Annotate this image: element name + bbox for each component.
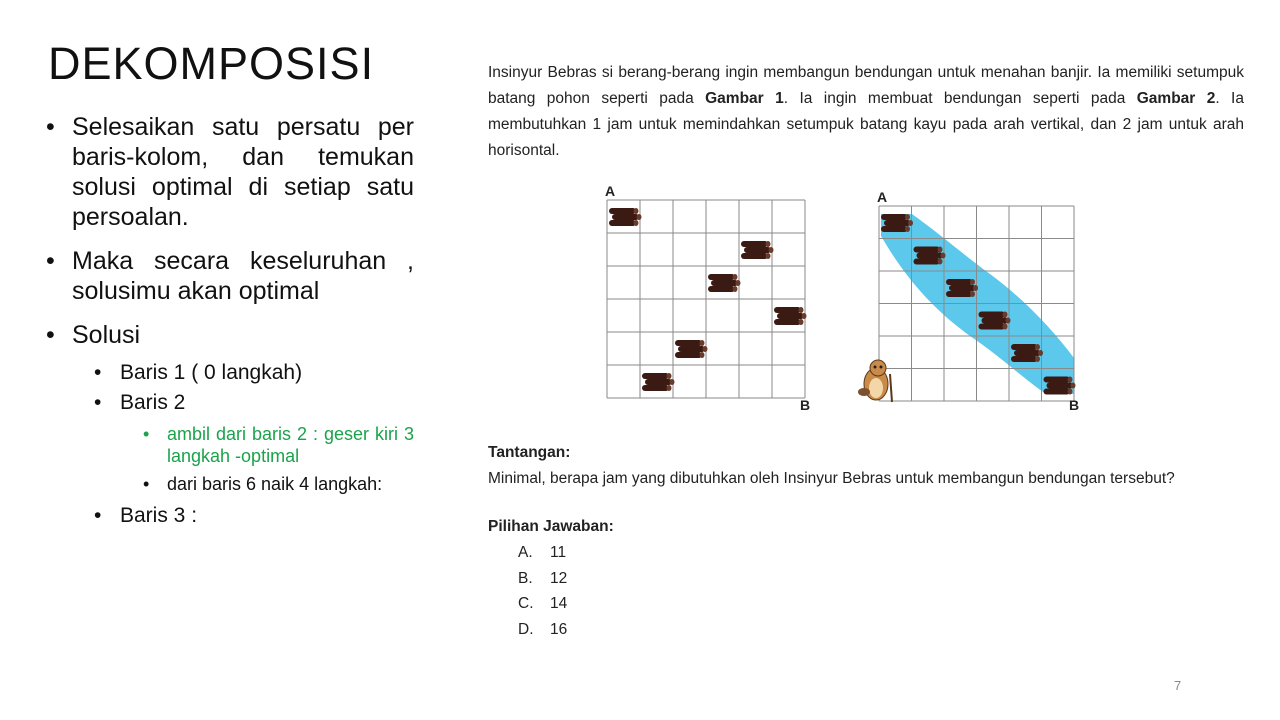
answers-block — [488, 514, 614, 642]
log-pile-icon — [881, 214, 913, 232]
sub-bullet-baris1: • Baris 1 ( 0 langkah) — [94, 358, 414, 387]
answer-option-b: B. 12 — [518, 569, 568, 587]
log-pile-icon — [708, 274, 741, 292]
bullet-overall: • Maka secara keseluruhan , solusimu akan optimal — [46, 246, 414, 306]
log-pile-icon — [675, 340, 708, 358]
answer-option-d: D. 16 — [518, 620, 568, 638]
fig1-label-a: A — [605, 183, 616, 199]
log-pile-icon — [946, 279, 978, 297]
bullet-decompose: • Selesaikan satu persatu per baris-kolom, dan temukan solusi optimal di setiap satu persoalan. — [46, 112, 414, 232]
beaver-icon — [858, 360, 892, 402]
log-pile-icon — [1044, 377, 1076, 395]
bullet-list — [46, 112, 414, 531]
log-pile-icon — [642, 373, 675, 391]
log-pile-icon — [774, 307, 807, 325]
answers-heading: Pilihan Jawaban: — [488, 518, 614, 535]
log-pile-icon — [979, 312, 1011, 330]
answer-option-a: A. 11 — [518, 544, 567, 561]
fig1-label-b: B — [800, 397, 811, 413]
sub-sub-bullet-baris6: • dari baris 6 naik 4 langkah: — [143, 473, 414, 495]
sub-sub-bullet-optimal: • ambil dari baris 2 : geser kiri 3 langkah -optimal — [143, 423, 414, 467]
fig2-label-b: B — [1069, 397, 1080, 413]
figure-2-grid — [850, 186, 1082, 414]
fig1-gridlines — [607, 200, 805, 398]
gambar2-ref: Gambar 2 — [1136, 90, 1216, 107]
log-pile-icon — [609, 208, 642, 226]
fig2-label-a: A — [877, 189, 888, 205]
answer-option-c: C. 14 — [518, 595, 568, 612]
problem-statement — [488, 60, 1244, 164]
slide-title: DEKOMPOSISI — [48, 38, 375, 89]
log-pile-icon — [1011, 344, 1043, 362]
log-pile-icon — [914, 247, 946, 265]
page-number: 7 — [1174, 678, 1182, 693]
challenge-block — [488, 440, 1175, 492]
challenge-heading: Tantangan: — [488, 444, 571, 461]
sub-bullet-baris2: • Baris 2 — [94, 388, 414, 417]
figure-1-grid — [603, 182, 813, 414]
sub-bullet-baris3: • Baris 3 : — [94, 501, 414, 530]
problem-text-2: . Ia ingin membuat bendungan seperti pada — [783, 90, 1137, 107]
gambar1-ref: Gambar 1 — [705, 90, 784, 107]
log-pile-icon — [741, 241, 774, 259]
bullet-solusi: • Solusi — [46, 320, 414, 350]
problem-text-3: . Ia membutuhkan 1 jam untuk memindahkan setumpuk batang kayu pada arah vertikal, dan 2 jam untuk arah horisontal. — [488, 90, 1244, 159]
challenge-question: Minimal, berapa jam yang dibutuhkan oleh Insinyur Bebras untuk membangun bendungan tersebut? — [488, 470, 1175, 487]
problem-text-1: Insinyur Bebras si berang-berang ingin membangun bendungan untuk menahan banjir. Ia memiliki setumpuk batang pohon seperti pada — [488, 64, 1244, 107]
